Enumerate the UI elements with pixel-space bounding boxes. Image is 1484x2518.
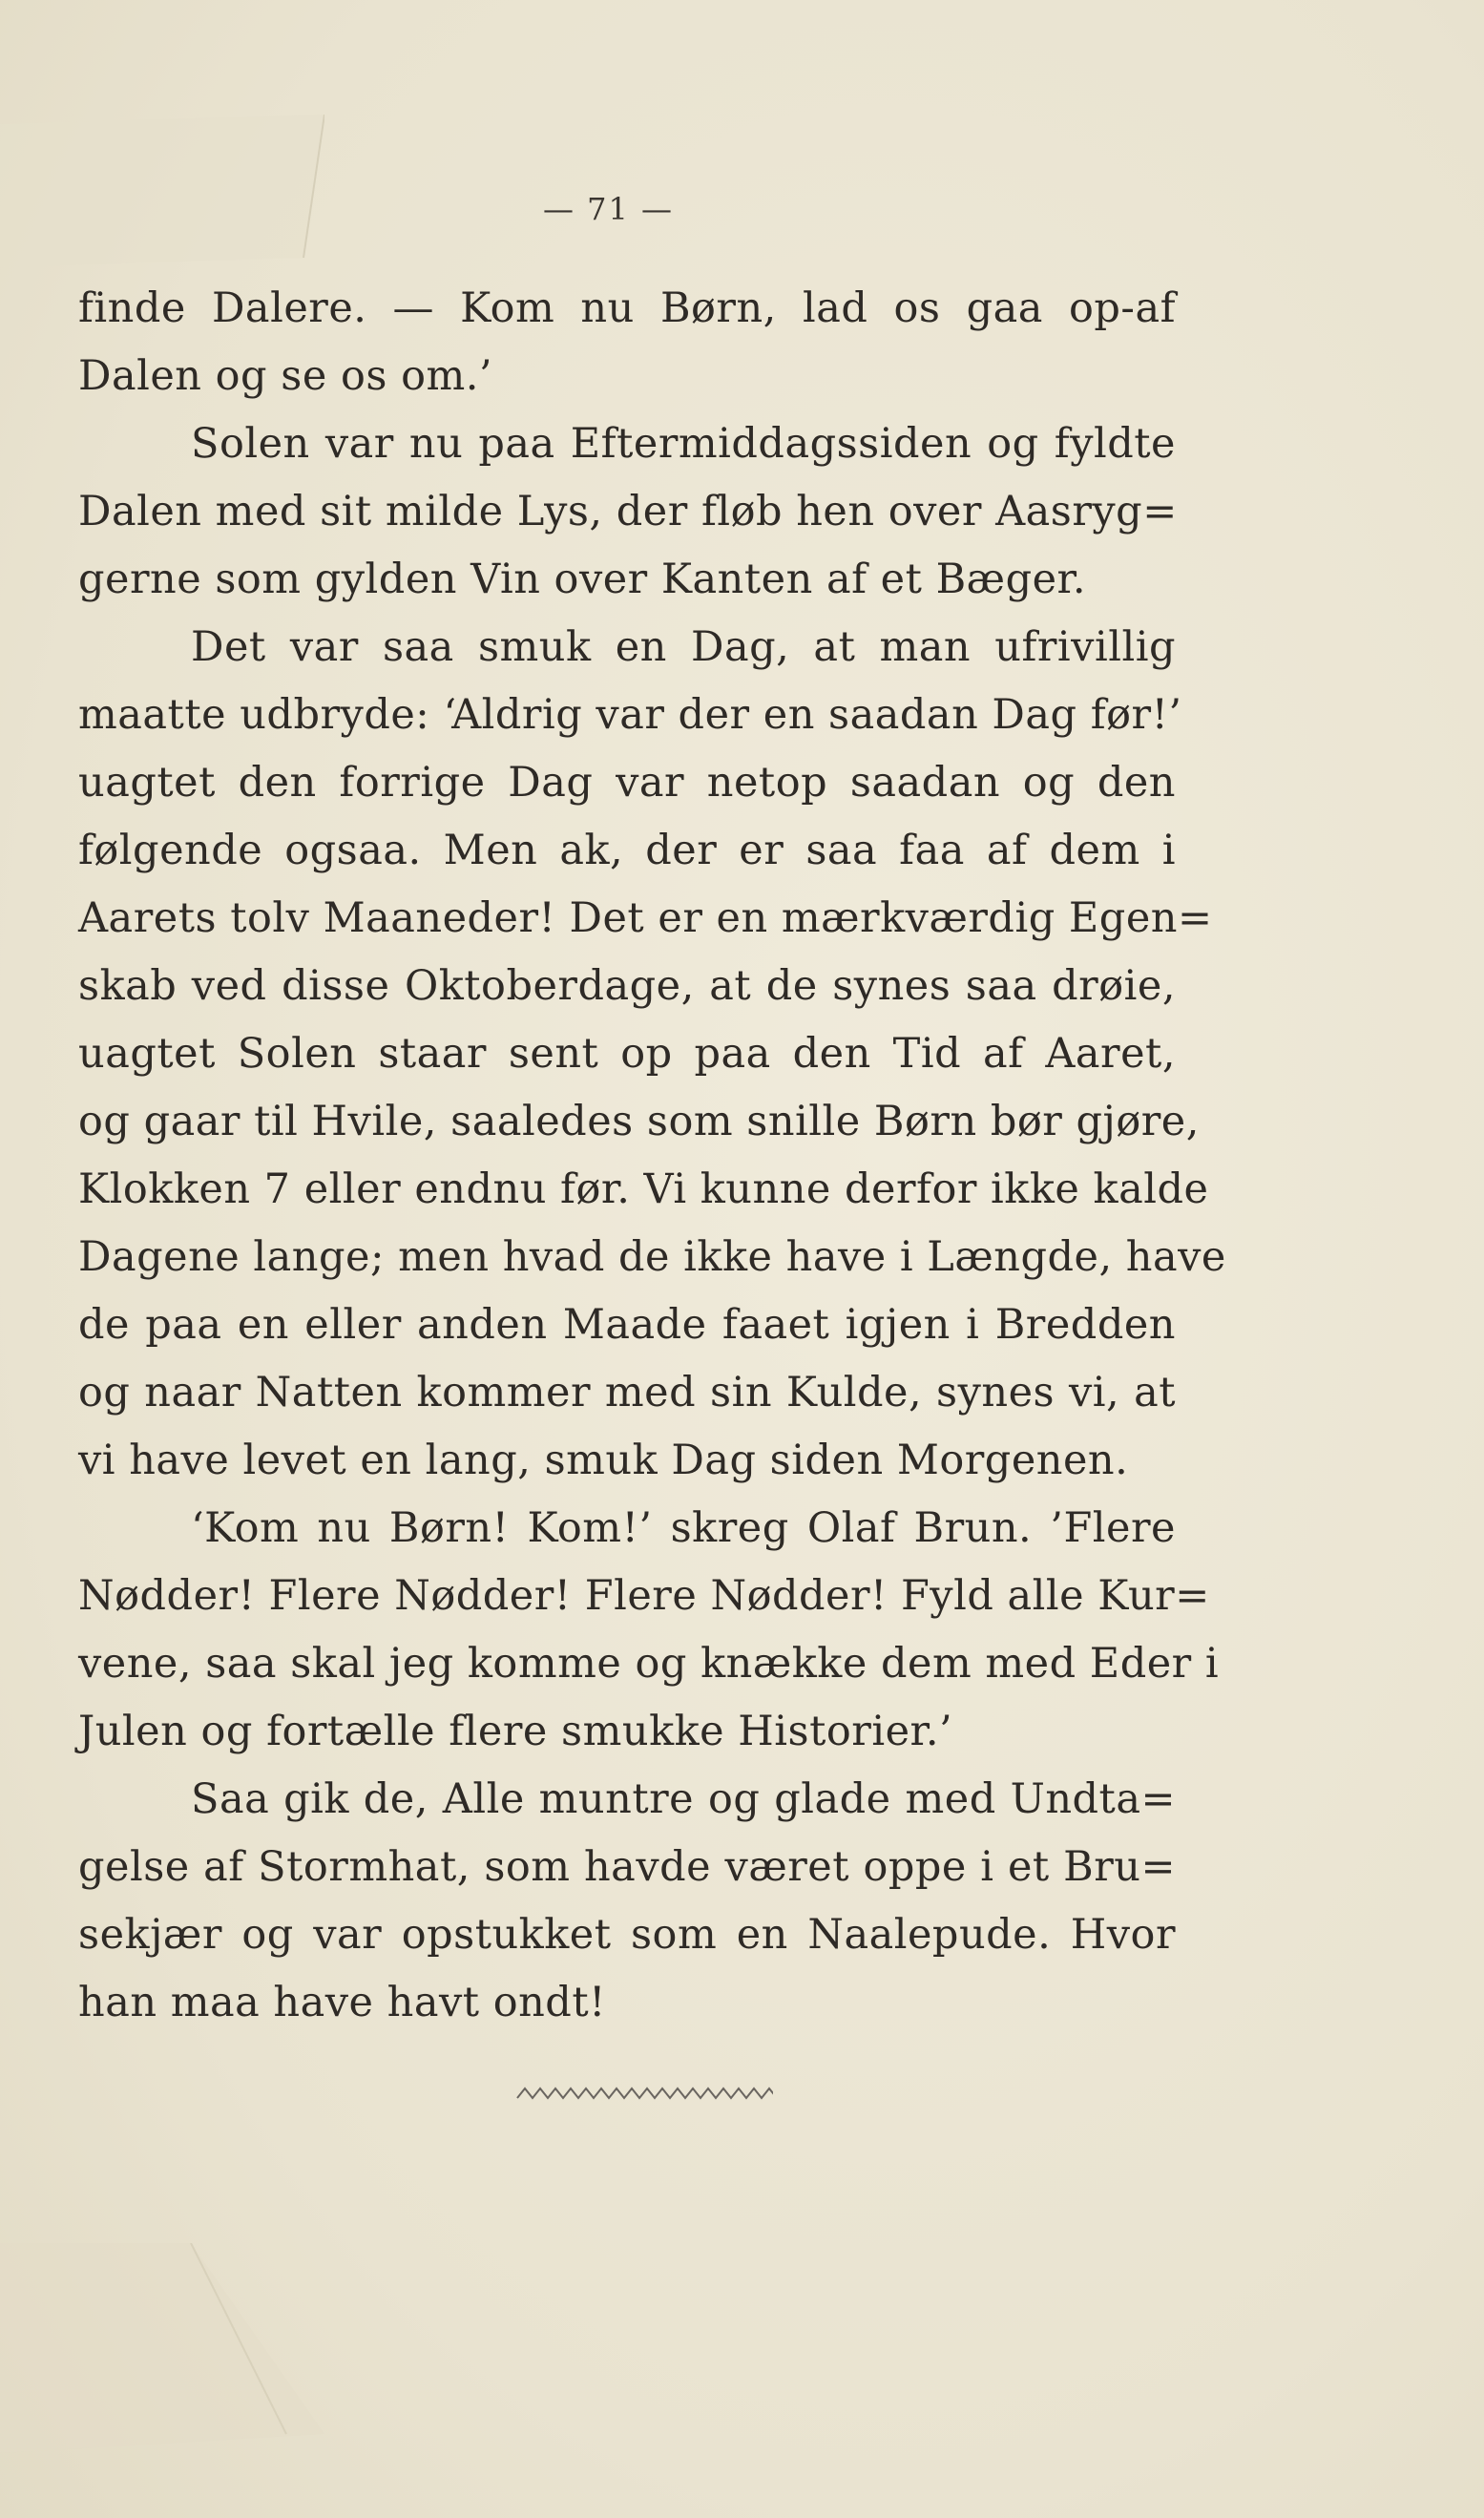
text-line: og gaar til Hvile, saaledes som snille Børn bør gjøre,	[78, 1098, 1200, 1145]
text-line: de paa en eller anden Maade faaet igjen i Bredden	[78, 1301, 1176, 1349]
text-line: han maa have havt ondt!	[78, 1979, 606, 2026]
text-line: Julen og fortælle flere smukke Historier.’	[78, 1708, 953, 1755]
text-line: gerne som gylden Vin over Kanten af et Bæger.	[78, 556, 1087, 603]
paper-fold-mark-bottom	[0, 2243, 324, 2453]
text-line: Aarets tolv Maaneder! Det er en mærkværdig Egen=	[78, 894, 1213, 942]
text-line: vene, saa skal jeg komme og knække dem med Eder i	[78, 1640, 1220, 1688]
wavy-rule-ornament	[515, 2079, 773, 2108]
text-line: skab ved disse Oktoberdage, at de synes saa drøie,	[78, 962, 1176, 1010]
text-line: Saa gik de, Alle muntre og glade med Undta=	[191, 1775, 1176, 1823]
text-line: Det var saa smuk en Dag, at man ufrivillig	[191, 623, 1176, 671]
text-line: Dagene lange; men hvad de ikke have i Længde, have	[78, 1233, 1226, 1281]
paragraph	[78, 1766, 1176, 2037]
text-line: sekjær og var opstukket som en Naalepude. Hvor	[78, 1911, 1176, 1959]
text-line: finde Dalere. — Kom nu Børn, lad os gaa op-af	[78, 284, 1176, 332]
text-line: Nødder! Flere Nødder! Flere Nødder! Fyld alle Kur=	[78, 1572, 1210, 1620]
page-number: — 71 —	[542, 191, 675, 227]
paragraph	[78, 275, 1176, 410]
paragraph	[78, 410, 1176, 614]
text-line: ‘Kom nu Børn! Kom!’ skreg Olaf Brun. ’Flere	[191, 1504, 1176, 1552]
text-line: vi have levet en lang, smuk Dag siden Morgenen.	[78, 1437, 1129, 1484]
text-line: maatte udbryde: ‘Aldrig var der en saadan Dag før!’	[78, 691, 1182, 739]
paragraph	[78, 1495, 1220, 1766]
text-line: Dalen med sit milde Lys, der fløb hen over Aasryg=	[78, 488, 1178, 535]
text-line: uagtet den forrige Dag var netop saadan og den	[78, 759, 1176, 807]
text-line: følgende ogsaa. Men ak, der er saa faa af dem i	[78, 827, 1176, 874]
text-line: og naar Natten kommer med sin Kulde, synes vi, at	[78, 1369, 1176, 1416]
body-text	[78, 275, 1226, 2037]
text-line: Klokken 7 eller endnu før. Vi kunne derfor ikke kalde	[78, 1165, 1209, 1213]
text-line: uagtet Solen staar sent op paa den Tid af Aaret,	[78, 1030, 1176, 1078]
paragraph	[78, 614, 1226, 1495]
text-line: Dalen og se os om.’	[78, 352, 493, 400]
text-line: Solen var nu paa Eftermiddagssiden og fyldte	[191, 420, 1176, 468]
text-line: gelse af Stormhat, som havde været oppe i et Bru=	[78, 1843, 1176, 1891]
